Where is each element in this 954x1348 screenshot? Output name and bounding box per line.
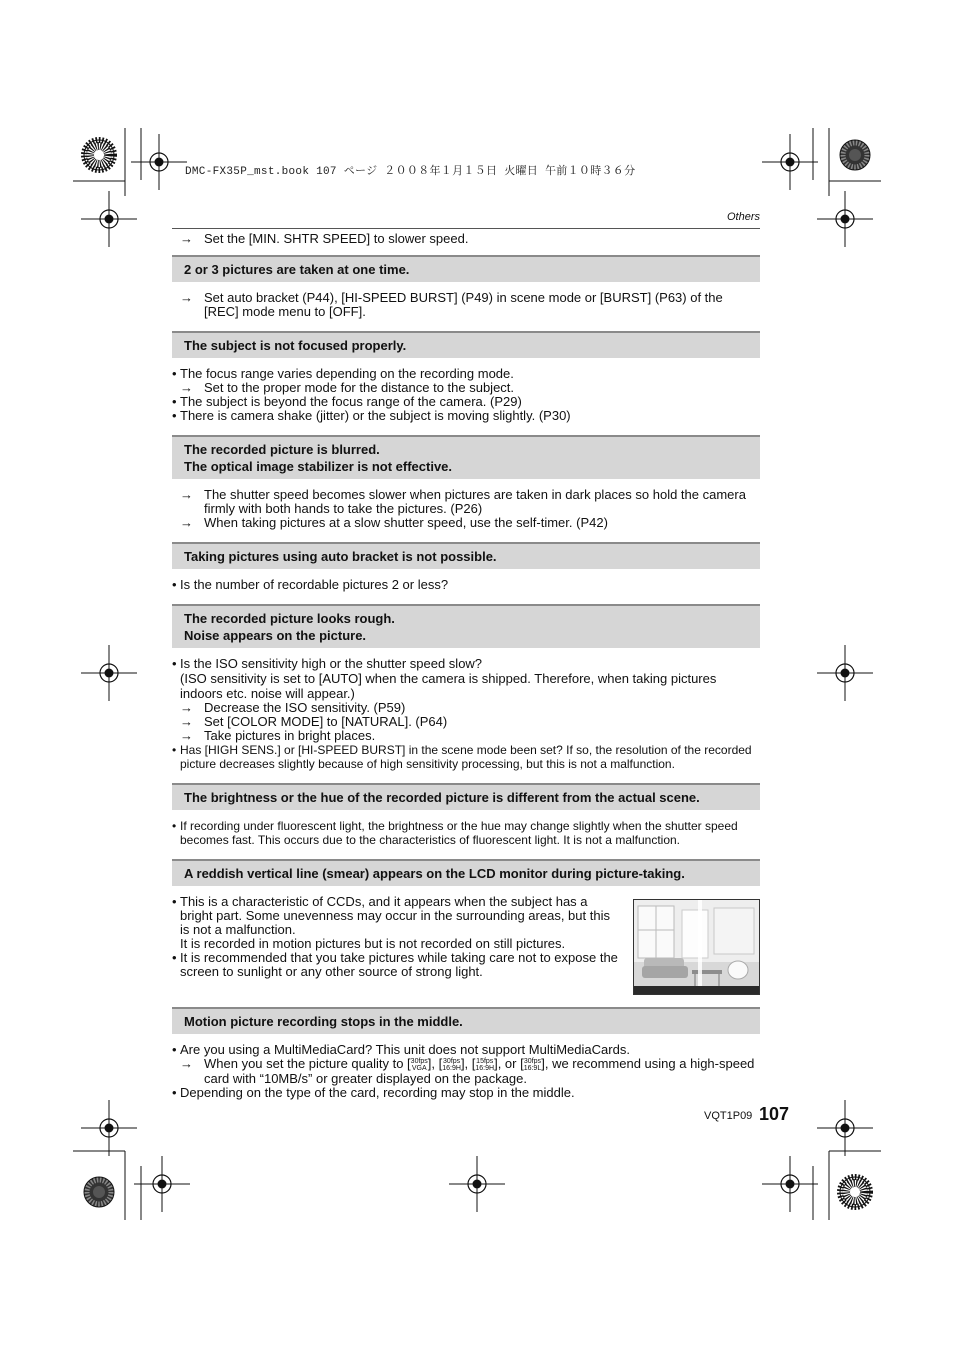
registration-cross-bottom-right — [762, 1156, 818, 1212]
list-item — [172, 516, 760, 530]
item-text: The focus range varies depending on the recording mode. — [180, 366, 514, 381]
item-text: Decrease the ISO sensitivity. (P59) — [204, 700, 406, 715]
registration-cross-right-middle — [817, 645, 873, 701]
registration-cross-left-upper — [81, 191, 137, 247]
quality-icon-30fps-169l: 30fps 16:9L — [523, 1057, 542, 1072]
arrow-icon: → — [180, 231, 193, 246]
section-heading-not-focused: The subject is not focused properly. — [172, 331, 760, 358]
arrow-icon: → — [180, 728, 193, 743]
list-item — [172, 743, 760, 771]
item-text-note: (ISO sensitivity is set to [AUTO] when the camera is shipped. Therefore, when taking pictures indoors etc. noise will appear.) — [180, 671, 717, 701]
arrow-icon: → — [180, 487, 193, 502]
item-text-note: It is recorded in motion pictures but is not recorded on still pictures. — [180, 936, 566, 951]
item-text: Are you using a MultiMediaCard? This unit does not support MultiMediaCards. — [180, 1042, 630, 1057]
section-heading-rough-noise: The recorded picture looks rough. Noise appears on the picture. — [172, 604, 760, 648]
quality-icon-vga: 30fps VGA — [410, 1057, 428, 1072]
registration-star-top-right — [840, 140, 870, 170]
list-item — [172, 1057, 760, 1086]
item-text: The shutter speed becomes slower when pictures are taken in dark places so hold the camera firmly with both hands to take the pictures. (P26) — [204, 487, 746, 516]
bullet-icon: • — [172, 1084, 177, 1100]
list-item — [172, 895, 622, 951]
list-item — [172, 578, 760, 592]
bullet-icon: • — [172, 394, 177, 409]
arrow-icon: → — [180, 290, 193, 305]
section-heading-brightness-hue: The brightness or the hue of the recorded picture is different from the actual scene. — [172, 783, 760, 810]
arrow-icon: → — [180, 700, 193, 715]
item-text: This is a characteristic of CCDs, and it appears when the subject has a bright part. Some unevenness may occur in the surrounding areas, but this is not a malfunction. — [180, 894, 610, 937]
registration-star-top-left — [84, 140, 114, 170]
list-item — [172, 657, 760, 701]
registration-star-bottom-right — [840, 1177, 870, 1207]
page-number: 107 — [759, 1104, 790, 1124]
smear-example-photo — [633, 899, 760, 995]
book-header: DMC-FX35P_mst.book 107 ページ ２００８年１月１５日 火曜日 午前１０時３６分 — [185, 166, 636, 178]
item-text: If recording under fluorescent light, the brightness or the hue may change slightly when the shutter speed becomes fast. This occurs due to the characteristics of fluorescent light. It is not a malfunction. — [180, 819, 738, 847]
top-rule — [172, 228, 760, 229]
bullet-icon: • — [172, 1042, 177, 1057]
quality-icon-15fps-169h: 15fps 16:9H — [475, 1057, 495, 1072]
model-code: VQT1P09 — [704, 1110, 753, 1122]
registration-cross-bottom-left — [134, 1156, 190, 1212]
list-item — [172, 381, 760, 395]
intro-arrow-item — [172, 232, 760, 246]
registration-cross-bottom-center — [449, 1156, 505, 1212]
item-text: Take pictures in bright places. — [204, 728, 376, 743]
section-label: Others — [726, 211, 760, 223]
section-heading-smear: A reddish vertical line (smear) appears on the LCD monitor during picture-taking. — [172, 859, 760, 886]
list-item — [172, 819, 760, 847]
item-text: Set the [MIN. SHTR SPEED] to slower speed. — [204, 231, 469, 246]
list-item — [172, 1043, 760, 1057]
registration-cross-top-right — [762, 134, 818, 190]
bullet-icon: • — [172, 819, 177, 833]
room-photo-illustration — [634, 900, 759, 994]
registration-cross-right-lower — [817, 1100, 873, 1156]
item-text: Is the number of recordable pictures 2 or less? — [180, 577, 449, 592]
item-text: Set auto bracket (P44), [HI-SPEED BURST] (P49) in scene mode or [BURST] (P63) of the [REC] mode menu to [OFF]. — [204, 290, 723, 319]
list-item — [172, 1086, 760, 1100]
quality-icon-30fps-169h: 30fps 16:9H — [442, 1057, 461, 1072]
section-heading-auto-bracket: Taking pictures using auto bracket is not possible. — [172, 542, 760, 569]
arrow-icon: → — [180, 515, 193, 530]
registration-star-bottom-left — [84, 1177, 114, 1207]
smear-content — [172, 895, 760, 995]
list-item — [172, 488, 760, 516]
arrow-icon: → — [180, 1056, 193, 1071]
list-item — [172, 701, 760, 715]
registration-cross-left-middle — [81, 645, 137, 701]
item-text: Has [HIGH SENS.] or [HI-SPEED BURST] in the scene mode been set? If so, the resolution of the recorded picture decreases slightly because of high sensitivity processing, but this is not a malfunction. — [180, 743, 752, 771]
list-item — [172, 951, 622, 979]
item-text: There is camera shake (jitter) or the subject is moving slightly. (P30) — [180, 408, 571, 423]
list-item — [172, 291, 760, 319]
bullet-icon: • — [172, 894, 177, 909]
section-heading-motion-stops: Motion picture recording stops in the middle. — [172, 1007, 760, 1034]
registration-cross-right-upper — [817, 191, 873, 247]
item-text: Set to the proper mode for the distance to the subject. — [204, 380, 515, 395]
item-text-quality: When you set the picture quality to [ 30fps VGA ], [ 30fps 16:9H ], [ 15fps 16:9H ], or [ 30fps 16:9L ], we recommend using a high-speed card with “10MB/s” or greater displayed on the package. — [204, 1056, 755, 1086]
item-text: When taking pictures at a slow shutter speed, use the self-timer. (P42) — [204, 515, 608, 530]
list-item — [172, 395, 760, 409]
arrow-icon: → — [180, 714, 193, 729]
item-text: Depending on the type of the card, recording may stop in the middle. — [180, 1084, 575, 1100]
list-item — [172, 409, 760, 423]
registration-cross-left-lower — [81, 1100, 137, 1156]
registration-cross-top-left — [131, 134, 187, 190]
section-heading-multiple-pictures: 2 or 3 pictures are taken at one time. — [172, 255, 760, 282]
bullet-icon: • — [172, 408, 177, 423]
troubleshooting-content — [172, 232, 760, 1100]
bullet-icon: • — [172, 366, 177, 381]
bullet-icon: • — [172, 577, 177, 592]
item-text: It is recommended that you take pictures while taking care not to expose the screen to sunlight or any other source of strong light. — [180, 950, 618, 979]
item-text: The subject is beyond the focus range of the camera. (P29) — [180, 394, 522, 409]
bullet-icon: • — [172, 950, 177, 965]
item-text: Is the ISO sensitivity high or the shutter speed slow? — [180, 656, 483, 671]
list-item — [172, 367, 760, 381]
item-text: Set [COLOR MODE] to [NATURAL]. (P64) — [204, 714, 448, 729]
bullet-icon: • — [172, 743, 177, 757]
arrow-icon: → — [180, 380, 193, 395]
list-item — [172, 729, 760, 743]
bullet-icon: • — [172, 656, 177, 671]
section-heading-blurred: The recorded picture is blurred. The optical image stabilizer is not effective. — [172, 435, 760, 479]
list-item — [172, 715, 760, 729]
